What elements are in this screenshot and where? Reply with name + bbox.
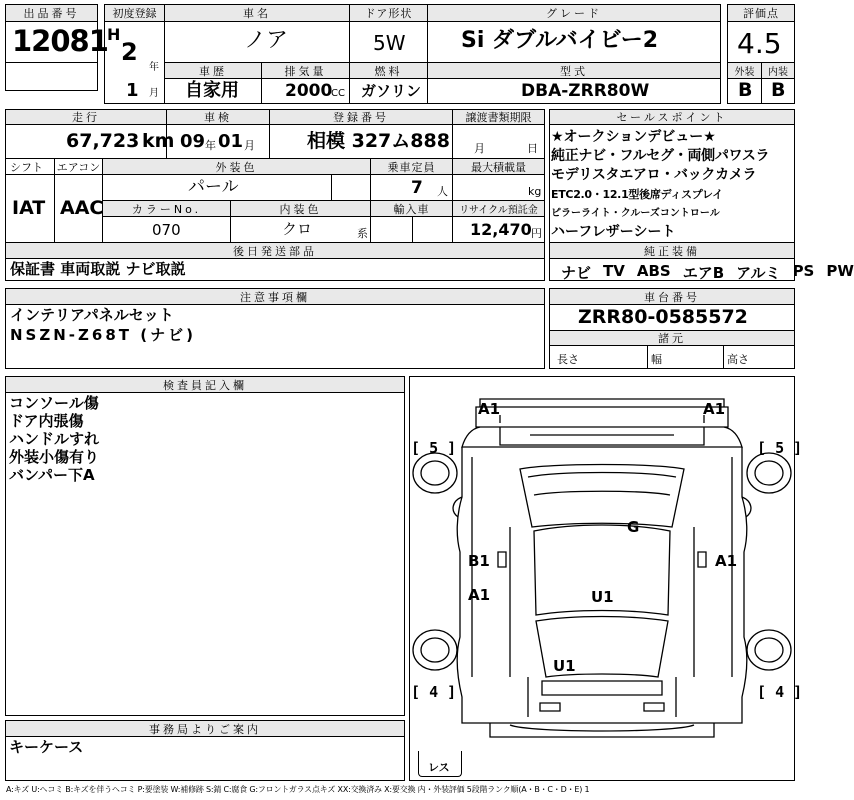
fuel-header: 燃料 (350, 63, 427, 78)
model-type-header: 型式 (428, 63, 720, 78)
equip-item: PS (792, 262, 815, 280)
cc-unit: CC (331, 88, 345, 99)
history-header: 車歴 (165, 63, 261, 78)
damage-mark: B1 (468, 552, 490, 570)
inspection-header: 車検 (167, 110, 269, 124)
lot-no-header: 出品番号 (6, 5, 97, 21)
car-diagram (410, 377, 794, 780)
reg-month: 1 (126, 80, 139, 101)
chassis-header: 車台番号 (550, 289, 794, 304)
tire-rank: [ 5 ] (411, 439, 457, 457)
inspector-note: コンソール傷 (9, 394, 99, 412)
ext-color: パール (188, 177, 239, 197)
caution-line: インテリアパネルセット (10, 306, 174, 324)
recycle-header: リサイクル預託金 (453, 201, 544, 216)
first-reg-header: 初度登録 (105, 5, 164, 21)
transfer-header: 譲渡書類期限 (453, 110, 544, 124)
ext-color-header: 外装色 (103, 159, 370, 174)
inspector-note: ハンドルすれ (9, 430, 100, 448)
grade-header: グレード (428, 5, 720, 21)
import-header: 輸入車 (371, 201, 452, 216)
km-unit: km (142, 130, 175, 152)
displacement: 2000 (285, 81, 333, 101)
transfer-day-unit: 日 (527, 142, 538, 155)
aircon-header: エアコン (56, 160, 101, 174)
tire-rank: [ 4 ] (757, 683, 803, 701)
insp-year-unit: 年 (205, 139, 216, 152)
kei-unit: 系 (357, 227, 368, 240)
color-no-header: カラーNo. (103, 201, 230, 216)
shift-header: シフト (6, 159, 54, 174)
ext-grade-header: 外装 (728, 63, 761, 78)
damage-mark: A1 (703, 400, 726, 418)
equip-item: エアB (682, 264, 725, 282)
later-items-header: 後日発送部品 (6, 243, 544, 258)
damage-mark: U1 (553, 657, 576, 675)
insp-year: 09 (180, 131, 206, 152)
sales-point: 純正ナビ・フルセグ・両側パワスラ (551, 148, 770, 164)
office-header: 事務局よりご案内 (6, 721, 404, 736)
specs-header: 諸元 (550, 331, 794, 345)
door-type: 5W (373, 31, 406, 55)
car-name: ノア (244, 28, 289, 53)
car-name-header: 車名 (165, 5, 349, 21)
ext-grade: B (738, 79, 753, 101)
mileage: 67,723 (66, 130, 140, 152)
people-unit: 人 (437, 185, 448, 198)
sales-point: ハーフレザーシート (551, 224, 676, 240)
transfer-month-unit: 月 (474, 142, 485, 155)
equip-item: ナビ (561, 264, 592, 282)
model-type: DBA-ZRR80W (521, 81, 650, 101)
score: 4.5 (737, 27, 782, 60)
damage-mark: G (627, 518, 640, 536)
max-load-header: 最大積載量 (453, 159, 544, 174)
inspector-note: 外装小傷有り (9, 448, 100, 466)
inspector-note: バンパー下A (9, 466, 95, 484)
capacity-header: 乗車定員 (371, 159, 452, 174)
tire-rank: [ 4 ] (411, 683, 457, 701)
door-header: ドア形状 (350, 5, 427, 21)
std-equip-header: 純正装備 (550, 243, 794, 258)
aircon: AAC (60, 197, 104, 219)
reg-year: 2 (121, 38, 138, 66)
sales-point: モデリスタエアロ・バックカメラ (551, 167, 757, 183)
sales-point: ETC2.0・12.1型後席ディスプレイ (551, 188, 723, 201)
damage-mark: U1 (591, 588, 614, 606)
std-equip-list (561, 262, 854, 283)
later-items: 保証書 車両取説 ナビ取説 (10, 260, 186, 278)
kg-unit: kg (528, 185, 542, 198)
era: H (107, 25, 121, 44)
shift: IAT (12, 197, 46, 219)
yen-unit: 円 (531, 227, 542, 240)
score-header: 評価点 (728, 5, 794, 21)
year-unit: 年 (149, 62, 159, 73)
chassis-number: ZRR80-0585572 (578, 306, 748, 328)
height-label: 高さ (727, 353, 749, 366)
legend: A:キズ U:ヘコミ B:キズを伴うヘコミ P:要塗装 W:補修跡 S:錆 C:腐食 G:フロントガラス点キズ XX:交換済み X:要交換 内・外装評価 5段階ランク順(A・B・C・D・E) 1 (6, 785, 590, 794)
insp-month-unit: 月 (244, 139, 255, 152)
mileage-header: 走行 (6, 110, 166, 124)
int-grade: B (771, 79, 786, 101)
caution-line: NSZN-Z68T (ナビ) (10, 326, 196, 344)
width-label: 幅 (651, 353, 662, 366)
inspector-notes (9, 394, 99, 484)
capacity: 7 (411, 178, 423, 198)
reg-number: 相模 327ム888 (307, 130, 450, 152)
office-note: キーケース (9, 738, 84, 756)
sales-point: ピラーライト・クルーズコントロール (551, 208, 720, 219)
length-label: 長さ (557, 353, 579, 366)
equip-item: TV (603, 262, 625, 280)
fuel: ガソリン (361, 82, 422, 100)
equip-item: ABS (636, 262, 671, 280)
color-no: 070 (152, 221, 181, 239)
int-color: クロ (282, 220, 313, 238)
damage-mark: A1 (468, 586, 491, 604)
sales-point: ★オークションデビュー★ (551, 129, 716, 145)
equip-item: アルミ (736, 264, 781, 282)
inspector-header: 検査員記入欄 (6, 377, 404, 392)
sales-points-list (551, 128, 794, 242)
insp-month: 01 (218, 131, 244, 152)
tire-rank: [ 5 ] (757, 439, 803, 457)
damage-mark: A1 (478, 400, 501, 418)
displacement-header: 排気量 (262, 63, 349, 78)
recycle-amount: 12,470 (470, 220, 532, 239)
int-grade-header: 内装 (762, 63, 794, 78)
sales-points-header: セールスポイント (550, 110, 794, 124)
inspector-note: ドア内張傷 (9, 412, 84, 430)
month-unit: 月 (149, 88, 159, 99)
spare-tire: レス (428, 761, 450, 774)
reg-no-header: 登録番号 (270, 110, 452, 124)
int-color-header: 内装色 (231, 201, 370, 216)
lot-number: 12081 (12, 24, 108, 58)
damage-mark: A1 (715, 552, 738, 570)
caution-header: 注意事項欄 (6, 289, 544, 304)
grade: Si ダブルバイビー2 (461, 28, 659, 53)
equip-item: PW (826, 262, 854, 280)
history: 自家用 (185, 80, 239, 101)
